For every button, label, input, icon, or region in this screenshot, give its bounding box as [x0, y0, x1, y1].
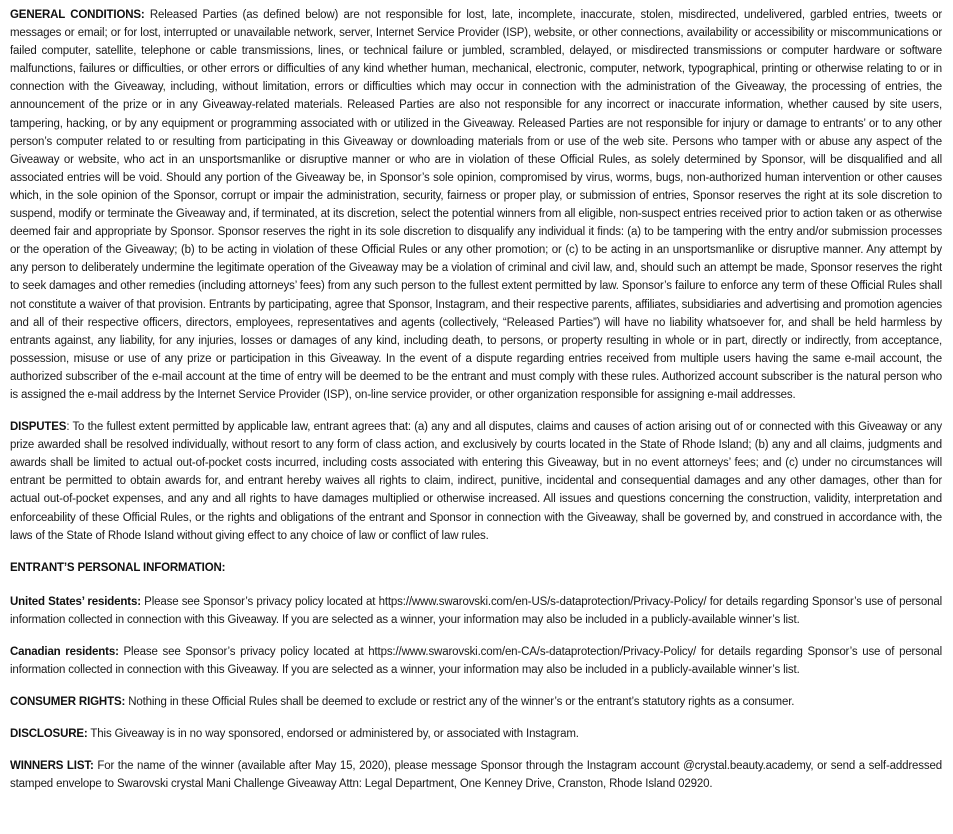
consumer-rights-heading: CONSUMER RIGHTS: — [10, 696, 126, 709]
general-conditions-heading: GENERAL CONDITIONS: — [10, 9, 145, 21]
personal-information-heading: ENTRANT’S PERSONAL INFORMATION: — [10, 561, 226, 574]
disputes-body: : To the fullest extent permitted by applicable law, entrant agrees that: (a) any and all disputes, claims and causes of action arising out of or connected with this Giveaway or any prize awarded shall be resolved individually, without resort to any form of class action, and exclusively by courts located in the State of Rhode Island; (b) any and all claims, judgments and awards shall be limited to actual out-of-pocket costs incurred, including costs associated with entering this Giveaway, but in no event attorneys’ fees; and (c) under no circumstances will entrant be permitted to obtain awards for, and entrant hereby waives all rights to claim, indirect, punitive, incidental and consequential damages and any other damages, other than for actual out-of-pocket expenses, and any and all rights to have damages multiplied or otherwise increased. All issues and questions concerning the construction, validity, interpretation and enforceability of these Official Rules, or the rights and obligations of the entrant and Sponsor in connection with the Giveaway, shall be governed by, and construed in accordance with, the laws of the State of Rhode Island without giving effect to any choice of law or conflict of law rules. — [10, 421, 942, 542]
winners-list-section — [10, 757, 942, 793]
consumer-rights-section — [10, 693, 942, 711]
us-residents-section — [10, 593, 942, 629]
winners-list-heading: WINNERS LIST: — [10, 760, 94, 773]
canadian-residents-section — [10, 643, 942, 679]
consumer-rights-body: Nothing in these Official Rules shall be deemed to exclude or restrict any of the winner’s or the entrant’s statutory rights as a consumer. — [125, 696, 795, 709]
general-conditions-body: Released Parties (as defined below) are not responsible for lost, late, incomplete, inaccurate, stolen, misdirected, undelivered, garbled entries, tweets or messages or email; or for lost, interrupted or unavailable network, server, Internet Service Provider (ISP), website, or other connections, availability or accessibility or miscommunications or failed computer, satellite, telephone or cable transmissions, lines, or technical failure or jumbled, scrambled, delayed, or misdirected transmissions or computer hardware or software malfunctions, failures or difficulties, or other errors or difficulties of any kind whether human, mechanical, electronic, computer, network, typographical, printing or otherwise relating to or in connection with the Giveaway, including, without limitation, errors or difficulties which may occur in connection with the administration of the Giveaway, the processing of entries, the announcement of the prize or in any Giveaway-related materials. Released Parties are also not responsible for any incorrect or inaccurate information, whether caused by site users, tampering, hacking, or by any equipment or programming associated with or utilized in the Giveaway. Released Parties are not responsible for injury or damage to entrants’ or to any other person’s computer related to or resulting from participating in this Giveaway or downloading materials from or use of the web site. Persons who tamper with or abuse any aspect of the Giveaway or website, who act in an unsportsmanlike or disruptive manner or who are in violation of these Official Rules, as solely determined by Sponsor, will be disqualified and all associated entries will be void. Should any portion of the Giveaway be, in Sponsor’s sole opinion, compromised by virus, worms, bugs, non-authorized human intervention or other causes which, in the sole opinion of the Sponsor, corrupt or impair the administration, security, fairness or proper play, or submission of entries, Sponsor reserves the right at its sole discretion to suspend, modify or terminate the Giveaway and, if terminated, at its discretion, select the potential winners from all eligible, non-suspect entries received prior to action taken or as otherwise deemed fair and appropriate by Sponsor. Sponsor reserves the right in its sole discretion to disqualify any individual it finds: (a) to be tampering with the entry and/or submission processes or the operation of the Giveaway; (b) to be acting in violation of these Official Rules or any other promotion; or (c) to be acting in an unsportsmanlike or disruptive manner. Any attempt by any person to deliberately undermine the legitimate operation of the Giveaway may be a violation of criminal and civil law, and, should such an attempt be made, Sponsor reserves the right to seek damages and other remedies (including attorneys’ fees) from any such person to the fullest extent permitted by law. Sponsor’s failure to enforce any term of these Official Rules shall not constitute a waiver of that provision. Entrants by participating, agree that Sponsor, Instagram, and their respective parents, affiliates, subsidiaries and advertising and promotion agencies and all of their respective officers, directors, employees, representatives and agents (collectively, “Released Parties”) will have no liability whatsoever for, and shall be held harmless by entrants against, any liability, for any injuries, losses or damages of any kind, including death, to persons, or property resulting in whole or in part, directly or indirectly, from acceptance, possession, misuse or use of any prize or participation in this Giveaway. In the event of a dispute regarding entries received from multiple users having the same e-mail account, the authorized subscriber of the e-mail account at the time of entry will be deemed to be the entrant and must comply with these rules. Authorized account subscriber is the natural person who is assigned the e-mail address by the Internet Service Provider (ISP), on-line service provider, or other organization responsible for assigning e-mail addresses. — [10, 9, 942, 401]
disputes-section — [10, 418, 942, 545]
disclosure-body: This Giveaway is in no way sponsored, endorsed or administered by, or associated with Instagram. — [87, 728, 579, 741]
canadian-residents-body: Please see Sponsor’s privacy policy located at https://www.swarovski.com/en-CA/s-dataprotection/Privacy-Policy/ for details regarding Sponsor’s use of personal information collected in connection with this Giveaway. If you are selected as a winner, your information may also be included in a publicly-available winner’s list. — [10, 646, 942, 677]
us-residents-heading: United States’ residents: — [10, 595, 141, 608]
winners-list-body: For the name of the winner (available after May 15, 2020), please message Sponsor through the Instagram account @crystal.beauty.academy, or send a self-addressed stamped envelope to Swarovski crystal Mani Challenge Giveaway Attn: Legal Department, One Kenney Drive, Cranston, Rhode Island 02920. — [10, 760, 942, 791]
disputes-heading: DISPUTES — [10, 421, 67, 434]
canadian-residents-heading: Canadian residents: — [10, 646, 119, 658]
us-residents-body: Please see Sponsor’s privacy policy located at https://www.swarovski.com/en-US/s-dataprotection/Privacy-Policy/ for details regarding Sponsor’s use of personal information collected in connection with this Giveaway. If you are selected as a winner, your information may also be included in a publicly-available winner’s list. — [10, 595, 942, 626]
disclosure-section — [10, 725, 942, 743]
general-conditions-section — [10, 6, 942, 404]
disclosure-heading: DISCLOSURE: — [10, 728, 88, 741]
